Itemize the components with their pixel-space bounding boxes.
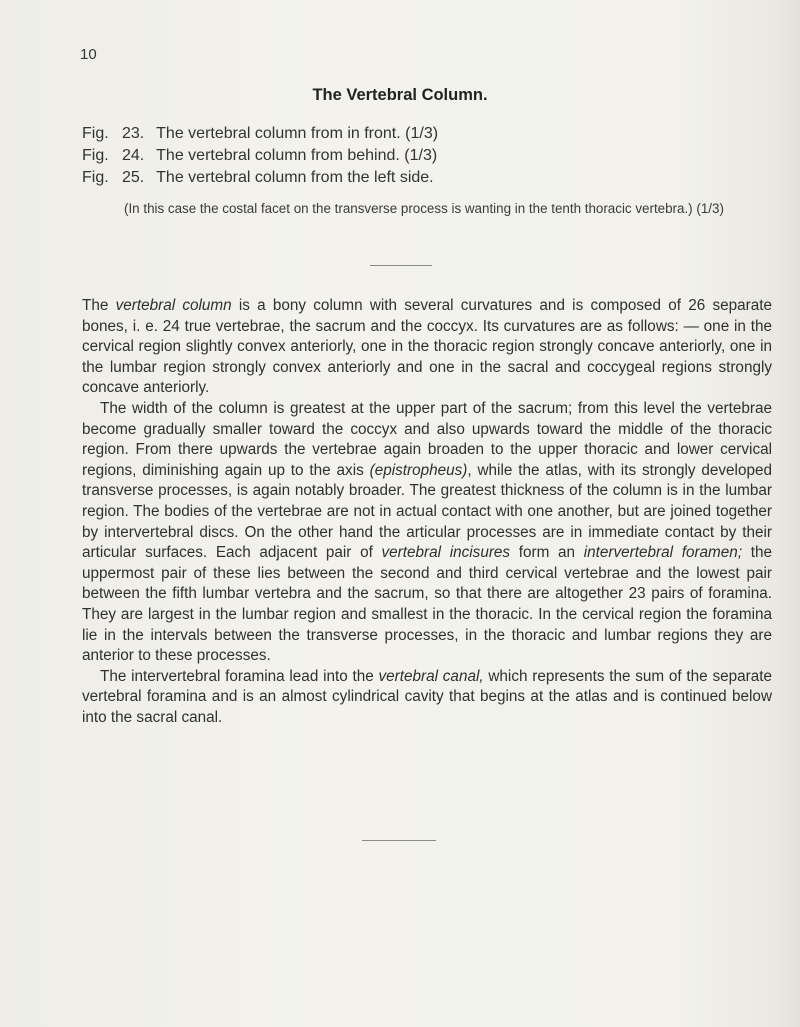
term-vertebral-incisures: vertebral incisures	[381, 544, 511, 562]
section-divider-top	[370, 265, 432, 266]
text-run: The intervertebral foramina lead into the	[100, 667, 379, 685]
term-intervertebral-foramen: intervertebral foramen;	[583, 544, 743, 562]
figure-note: (In this case the costal facet on the transverse process is wanting in the tenth thoracic vertebra.) (1/3)	[124, 201, 724, 216]
figure-number: 24.	[122, 147, 145, 164]
text-run: is a bony column with several curvatures and is composed of 26 separate bones, i. e. 24 true vertebrae, the sacrum and the coccyx. Its curvatures are as follows: — one in the cervical region slightly convex anteriorly, one in the thoracic region strongly concave anteriorly, one in the lumbar region strongly convex anteriorly and one in the sacral and coccygeal regions strongly concave anteriorly.	[82, 297, 773, 397]
term-epistropheus: (epistropheus)	[369, 461, 468, 479]
figure-text: The vertebral column from the left side.	[156, 169, 434, 186]
page-number: 10	[80, 46, 97, 63]
figure-label: Fig.	[82, 125, 109, 142]
text-run: , while the atlas, with its strongly developed transverse processes, is again notably broader. The greatest thickness of the column is in the lumbar region. The bodies of the vertebrae are not in actual contact with one another, but are joined together by intervertebral discs. On the other hand the articular processes are in immediate contact by their articular surfaces. Each adjacent pair of	[82, 461, 772, 562]
figure-list	[82, 123, 772, 218]
term-vertebral-canal: vertebral canal,	[378, 667, 484, 685]
text-run: form an	[510, 544, 584, 562]
figure-label: Fig.	[82, 147, 109, 164]
page-title: The Vertebral Column.	[312, 86, 488, 104]
figure-number: 23.	[122, 125, 145, 142]
section-divider-bottom	[362, 840, 436, 841]
text-run: which represents the sum of the separate vertebral foramina and is an almost cylindrical cavity that begins at the atlas and is continued below into the sacral canal.	[82, 667, 772, 726]
figure-caption-24	[82, 145, 772, 167]
term-vertebral-column: vertebral column	[115, 297, 232, 314]
figure-label: Fig.	[82, 169, 109, 186]
figure-caption-23	[82, 123, 772, 145]
text-run: The	[82, 297, 116, 314]
figure-caption-25	[82, 167, 772, 189]
figure-text: The vertebral column from behind. (1/3)	[156, 147, 438, 164]
paragraph-3	[82, 667, 772, 729]
figure-text: The vertebral column from in front. (1/3)	[156, 125, 439, 142]
body-text	[82, 296, 772, 728]
text-run: The width of the column is greatest at the upper part of the sacrum; from this level the vertebrae become gradually smaller toward the coccyx and also upwards toward the middle of the thoracic region. From there upwards the vertebrae again broaden to the upper thoracic and lower cervical regions, diminishing again up to the axis	[82, 399, 772, 479]
figure-number: 25.	[122, 169, 145, 186]
paragraph-2	[82, 399, 772, 667]
text-run: the uppermost pair of these lies between the second and third cervical vertebrae and the lowest pair between the fifth lumbar vertebra and the sacrum, so that there are altogether 23 pairs of foramina. They are largest in the lumbar region and smallest in the thoracic. In the cervical region the foramina lie in the intervals between the transverse processes, in the thoracic and lumbar regions they are anterior to these processes.	[82, 544, 773, 665]
paragraph-1	[82, 296, 772, 399]
